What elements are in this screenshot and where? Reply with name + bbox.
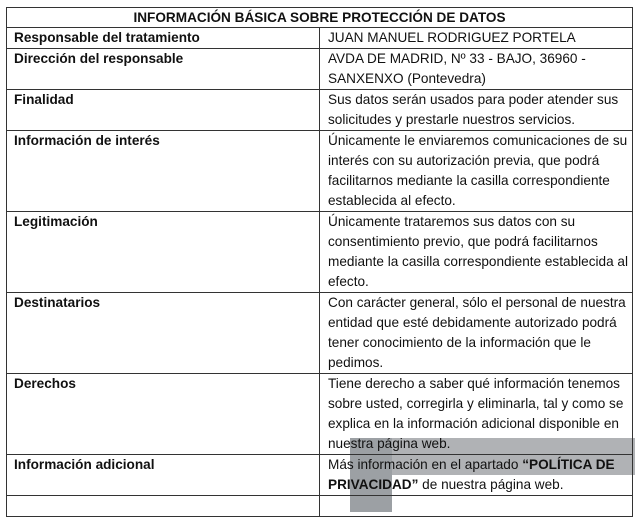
table-row [7,293,633,374]
row-value-additional [320,455,633,496]
empty-cell [7,496,320,517]
row-value: JUAN MANUEL RODRIGUEZ PORTELA [320,28,633,49]
table-row [7,212,633,293]
row-label: Derechos [7,374,320,455]
additional-suffix: de nuestra página web. [418,477,564,492]
table-header-row [7,8,633,28]
privacy-policy-reference: “POLÍTICA DE PRIVACIDAD” [328,457,615,492]
row-value: Con carácter general, sólo el personal de nuestra entidad que esté debidamente autorizado podrá tener conocimiento de la información que le pedimos. [320,293,633,374]
row-label: Finalidad [7,90,320,131]
row-label: Responsable del tratamiento [7,28,320,49]
additional-prefix: Más información en el apartado [328,457,523,472]
row-label: Información de interés [7,131,320,212]
row-label: Legitimación [7,212,320,293]
table-row-empty [7,496,633,517]
row-label: Dirección del responsable [7,49,320,90]
row-value: Tiene derecho a saber qué información tenemos sobre usted, corregirla y eliminarla, tal y como se explica en la información adicional disponible en nuestra página web. [320,374,633,455]
table-row [7,90,633,131]
table-title: INFORMACIÓN BÁSICA SOBRE PROTECCIÓN DE DATOS [7,8,633,28]
row-value: Únicamente trataremos sus datos con su consentimiento previo, que podrá facilitarnos mediante la casilla correspondiente establecida al efecto. [320,212,633,293]
table-row [7,131,633,212]
row-label: Información adicional [7,455,320,496]
table-row-additional [7,455,633,496]
data-protection-document [6,7,633,517]
row-value: Únicamente le enviaremos comunicaciones de su interés con su autorización previa, que podrá facilitarnos mediante la casilla correspondiente establecida al efecto. [320,131,633,212]
empty-cell [320,496,633,517]
row-label: Destinatarios [7,293,320,374]
row-value: AVDA DE MADRID, Nº 33 - BAJO, 36960 - SANXENXO (Pontevedra) [320,49,633,90]
table-row [7,49,633,90]
row-value: Sus datos serán usados para poder atender sus solicitudes y prestarle nuestros servicios. [320,90,633,131]
table-row [7,28,633,49]
table-row [7,374,633,455]
data-protection-table [6,7,633,517]
